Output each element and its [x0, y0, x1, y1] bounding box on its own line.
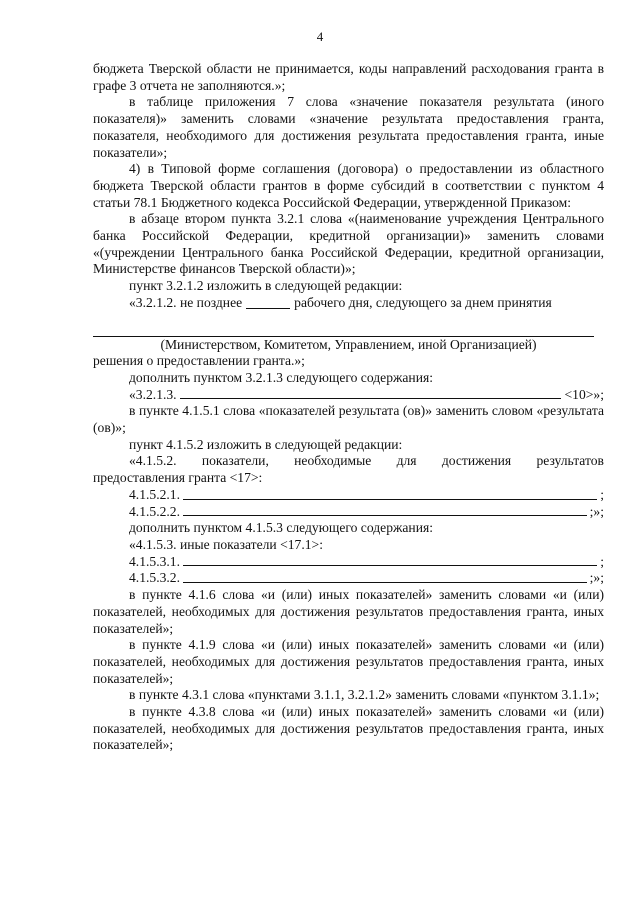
clause-3-2-1-3-suffix: <10>»; [564, 386, 604, 402]
line-4-1-5-2-intro: пункт 4.1.5.2 изложить в следующей редакции: [129, 436, 403, 452]
clause-word: показатели, [201, 453, 269, 469]
page-number: 4 [316, 29, 324, 44]
fill-row-4-1-5-3-1 [93, 554, 604, 571]
authority-caption: (Министерством, Комитетом, Управлением, иной Организацией) [160, 336, 537, 352]
clause-3-2-1-3-prefix: «3.2.1.3. [129, 386, 177, 402]
fill-line [183, 499, 597, 500]
fill-row-label: 4.1.5.2.2. [129, 503, 180, 519]
paragraph-point-3-2-1-2-intro: пункт 3.2.1.2 изложить в следующей редакции: [129, 278, 403, 294]
paragraph-continuation: бюджета Тверской области не принимается, коды направлений расходования гранта в графе 3 отчета не заполняются.»; [93, 61, 604, 93]
fill-line [183, 582, 587, 583]
fill-row-end: ;»; [589, 503, 604, 519]
clause-word: результатов [536, 453, 604, 469]
fill-row-4-1-5-2-2 [93, 504, 604, 521]
fill-row-4-1-5-2-1 [93, 487, 604, 504]
fill-line [183, 565, 597, 566]
fill-row-end: ; [600, 553, 604, 569]
line-decision: решения о предоставлении гранта.»; [93, 353, 305, 369]
line-add-3-2-1-3: дополнить пунктом 3.2.1.3 следующего содержания: [129, 369, 433, 385]
paragraph-point-4-1-5-1: в пункте 4.1.5.1 слова «показателей результата (ов)» заменить словом «результата (ов)»; [93, 403, 604, 436]
paragraph-table-appendix-7: в таблице приложения 7 слова «значение показателя результата (иного показателя)» заменить словами «значение результата предоставления гранта, показателя, необходимого для достижения результата предоставления гранта, иные показатели»; [93, 94, 604, 160]
fill-row-4-1-5-3-2 [93, 570, 604, 587]
paragraph-point-4-1-6: в пункте 4.1.6 слова «и (или) иных показателей» заменить словами «и (или) показателей, необходимых для достижения результатов предоставления гранта, иных показателей»; [93, 587, 604, 636]
document-body [93, 61, 604, 754]
fill-line [180, 398, 562, 399]
fill-line [183, 515, 587, 516]
line-add-4-1-5-3: дополнить пунктом 4.1.5.3 следующего содержания: [129, 520, 433, 536]
clause-word: необходимые [294, 453, 372, 469]
fill-row-label: 4.1.5.3.2. [129, 570, 180, 586]
fill-row-label: 4.1.5.3.1. [129, 553, 180, 569]
clause-word: для [396, 453, 417, 469]
clause-3-2-1-2 [93, 295, 604, 312]
fill-row-end: ;»; [589, 570, 604, 586]
paragraph-point-4-3-8: в пункте 4.3.8 слова «и (или) иных показателей» заменить словами «и (или) показателей, необходимых для достижения результатов предоставления гранта, иных показателей»; [93, 704, 604, 753]
clause-4-1-5-2-continuation: предоставления гранта <17>: [93, 470, 263, 486]
paragraph-point-4-1-9: в пункте 4.1.9 слова «и (или) иных показателей» заменить словами «и (или) показателей, необходимых для достижения результатов предоставления гранта, иных показателей»; [93, 637, 604, 686]
paragraph-point-3-2-1: в абзаце втором пункта 3.2.1 слова «(наименование учреждения Центрального банка Российской Федерации, кредитной организации)» заменить словами «(учреждении Центрального банка Российской Федерации, кредитной организации, Министерстве финансов Тверской области)»; [93, 211, 604, 277]
clause-4-1-5-3: «4.1.5.3. иные показатели <17.1>: [129, 536, 323, 552]
authority-blank-line [93, 312, 594, 337]
paragraph-item-4: 4) в Типовой форме соглашения (договора) о предоставлении из областного бюджета Тверской области грантов в форме субсидий в соответствии с пунктом 4 статьи 78.1 Бюджетного кодекса Российской Федерации, утвержденной Приказом: [93, 161, 604, 210]
clause-3-2-1-3 [93, 387, 604, 404]
clause-4-1-5-2-line [93, 453, 604, 470]
clause-3-2-1-2-suffix: рабочего дня, следующего за днем принятия [294, 294, 552, 310]
clause-word: достижения [441, 453, 512, 469]
fill-row-label: 4.1.5.2.1. [129, 486, 180, 502]
clause-word: «4.1.5.2. [129, 453, 177, 469]
blank-days-field [246, 308, 290, 309]
paragraph-point-4-3-1: в пункте 4.3.1 слова «пунктами 3.1.1, 3.2.1.2» заменить словами «пунктом 3.1.1»; [129, 687, 600, 703]
fill-row-end: ; [600, 486, 604, 502]
clause-3-2-1-2-prefix: «3.2.1.2. не позднее [129, 294, 243, 310]
